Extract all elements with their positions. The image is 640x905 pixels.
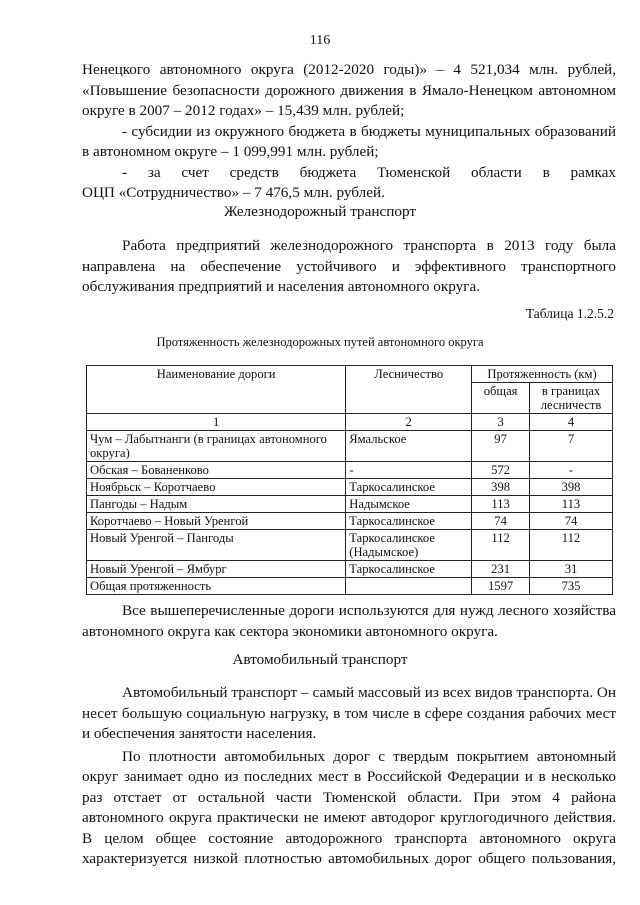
header-length: Протяженность (км) bbox=[472, 366, 613, 383]
table-row bbox=[87, 530, 613, 561]
forestry-name: Таркосалинское (Надымское) bbox=[346, 530, 472, 561]
forestry-name: - bbox=[346, 462, 472, 479]
railway-table bbox=[86, 365, 613, 595]
road-name: Чум – Лабытнанги (в границах автономного округа) bbox=[87, 431, 346, 462]
total-forestry-empty bbox=[346, 578, 472, 595]
table-total-row bbox=[87, 578, 613, 595]
header-road: Наименование дороги bbox=[87, 366, 346, 414]
length-total: 97 bbox=[472, 431, 530, 462]
table-row bbox=[87, 561, 613, 578]
table-caption: Протяженность железнодорожных путей автономного округа bbox=[156, 335, 484, 349]
header-forestry: Лесничество bbox=[346, 366, 472, 414]
table-row bbox=[87, 479, 613, 496]
total-label: Общая протяженность bbox=[87, 578, 346, 595]
length-total: 74 bbox=[472, 513, 530, 530]
forestry-name: Таркосалинское bbox=[346, 479, 472, 496]
total-within: 735 bbox=[530, 578, 613, 595]
intro-line-7: ОЦП «Сотрудничество» – 7 476,5 млн. рублей. bbox=[82, 184, 385, 201]
col-number: 3 bbox=[472, 414, 530, 431]
col-number: 1 bbox=[87, 414, 346, 431]
total-length: 1597 bbox=[472, 578, 530, 595]
intro-line-6: - за счет средств бюджета Тюменской области в рамках bbox=[122, 163, 616, 181]
col-number: 2 bbox=[346, 414, 472, 431]
intro-line-5: в автономном округе – 1 099,991 млн. рублей; bbox=[82, 143, 379, 160]
road-name: Коротчаево – Новый Уренгой bbox=[87, 513, 346, 530]
intro-line-3: округе в 2007 – 2012 годах» – 15,439 млн. рублей; bbox=[82, 102, 405, 119]
col-number: 4 bbox=[530, 414, 613, 431]
length-within: 398 bbox=[530, 479, 613, 496]
intro-line-1: Ненецкого автономного округа (2012-2020 годы)» – 4 521,034 млн. рублей, bbox=[82, 61, 616, 78]
road-name: Пангоды – Надым bbox=[87, 496, 346, 513]
intro-line-2: «Повышение безопасности дорожного движения в Ямало-Ненецком автономном bbox=[82, 81, 616, 99]
road-name: Новый Уренгой – Пангоды bbox=[87, 530, 346, 561]
table-row bbox=[87, 496, 613, 513]
length-total: 113 bbox=[472, 496, 530, 513]
length-within: 74 bbox=[530, 513, 613, 530]
road-name: Новый Уренгой – Ямбург bbox=[87, 561, 346, 578]
length-within: 112 bbox=[530, 530, 613, 561]
header-total: общая bbox=[472, 383, 530, 414]
intro-line-4: - субсидии из окружного бюджета в бюджеты муниципальных образований bbox=[122, 122, 616, 140]
auto-paragraph-2: По плотности автомобильных дорог с твердым покрытием автономный округ занимает одно из последних мест в Российской Федерации и в несколько раз отстает от остальной части Тюменской области. При этом 4 района автономного округа практически не имеют автодорог круглогодичного действия. В целом общее состояние автодорожного транспорта автономного округа характеризуется низкой плотностью автомобильных дорог общего пользования, bbox=[82, 747, 616, 867]
table-row bbox=[87, 462, 613, 479]
after-table-paragraph: Все вышеперечисленные дороги используются для нужд лесного хозяйства автономного округа как сектора экономики автономного округа. bbox=[82, 602, 616, 640]
table-label: Таблица 1.2.5.2 bbox=[525, 306, 614, 321]
length-within: 7 bbox=[530, 431, 613, 462]
length-within: - bbox=[530, 462, 613, 479]
road-name: Обская – Бованенково bbox=[87, 462, 346, 479]
rail-heading: Железнодорожный транспорт bbox=[223, 203, 417, 220]
table-row bbox=[87, 431, 613, 462]
forestry-name: Таркосалинское bbox=[346, 513, 472, 530]
rail-paragraph: Работа предприятий железнодорожного транспорта в 2013 году была направлена на обеспечение устойчивого и эффективного транспортного обслуживания предприятий и населения автономного округа. bbox=[82, 237, 616, 295]
forestry-name: Таркосалинское bbox=[346, 561, 472, 578]
length-total: 231 bbox=[472, 561, 530, 578]
auto-heading: Автомобильный транспорт bbox=[232, 651, 408, 668]
header-within: в границах лесничеств bbox=[530, 383, 613, 414]
forestry-name: Ямальское bbox=[346, 431, 472, 462]
road-name: Ноябрьск – Коротчаево bbox=[87, 479, 346, 496]
forestry-name: Надымское bbox=[346, 496, 472, 513]
length-total: 572 bbox=[472, 462, 530, 479]
length-total: 398 bbox=[472, 479, 530, 496]
length-within: 31 bbox=[530, 561, 613, 578]
length-total: 112 bbox=[472, 530, 530, 561]
page-number: 116 bbox=[309, 33, 331, 48]
length-within: 113 bbox=[530, 496, 613, 513]
intro-block bbox=[82, 60, 616, 204]
table-row bbox=[87, 513, 613, 530]
auto-paragraph-1: Автомобильный транспорт – самый массовый из всех видов транспорта. Он несет большую социальную нагрузку, в том числе в сфере создания рабочих мест и обеспечения занятости населения. bbox=[82, 684, 616, 742]
